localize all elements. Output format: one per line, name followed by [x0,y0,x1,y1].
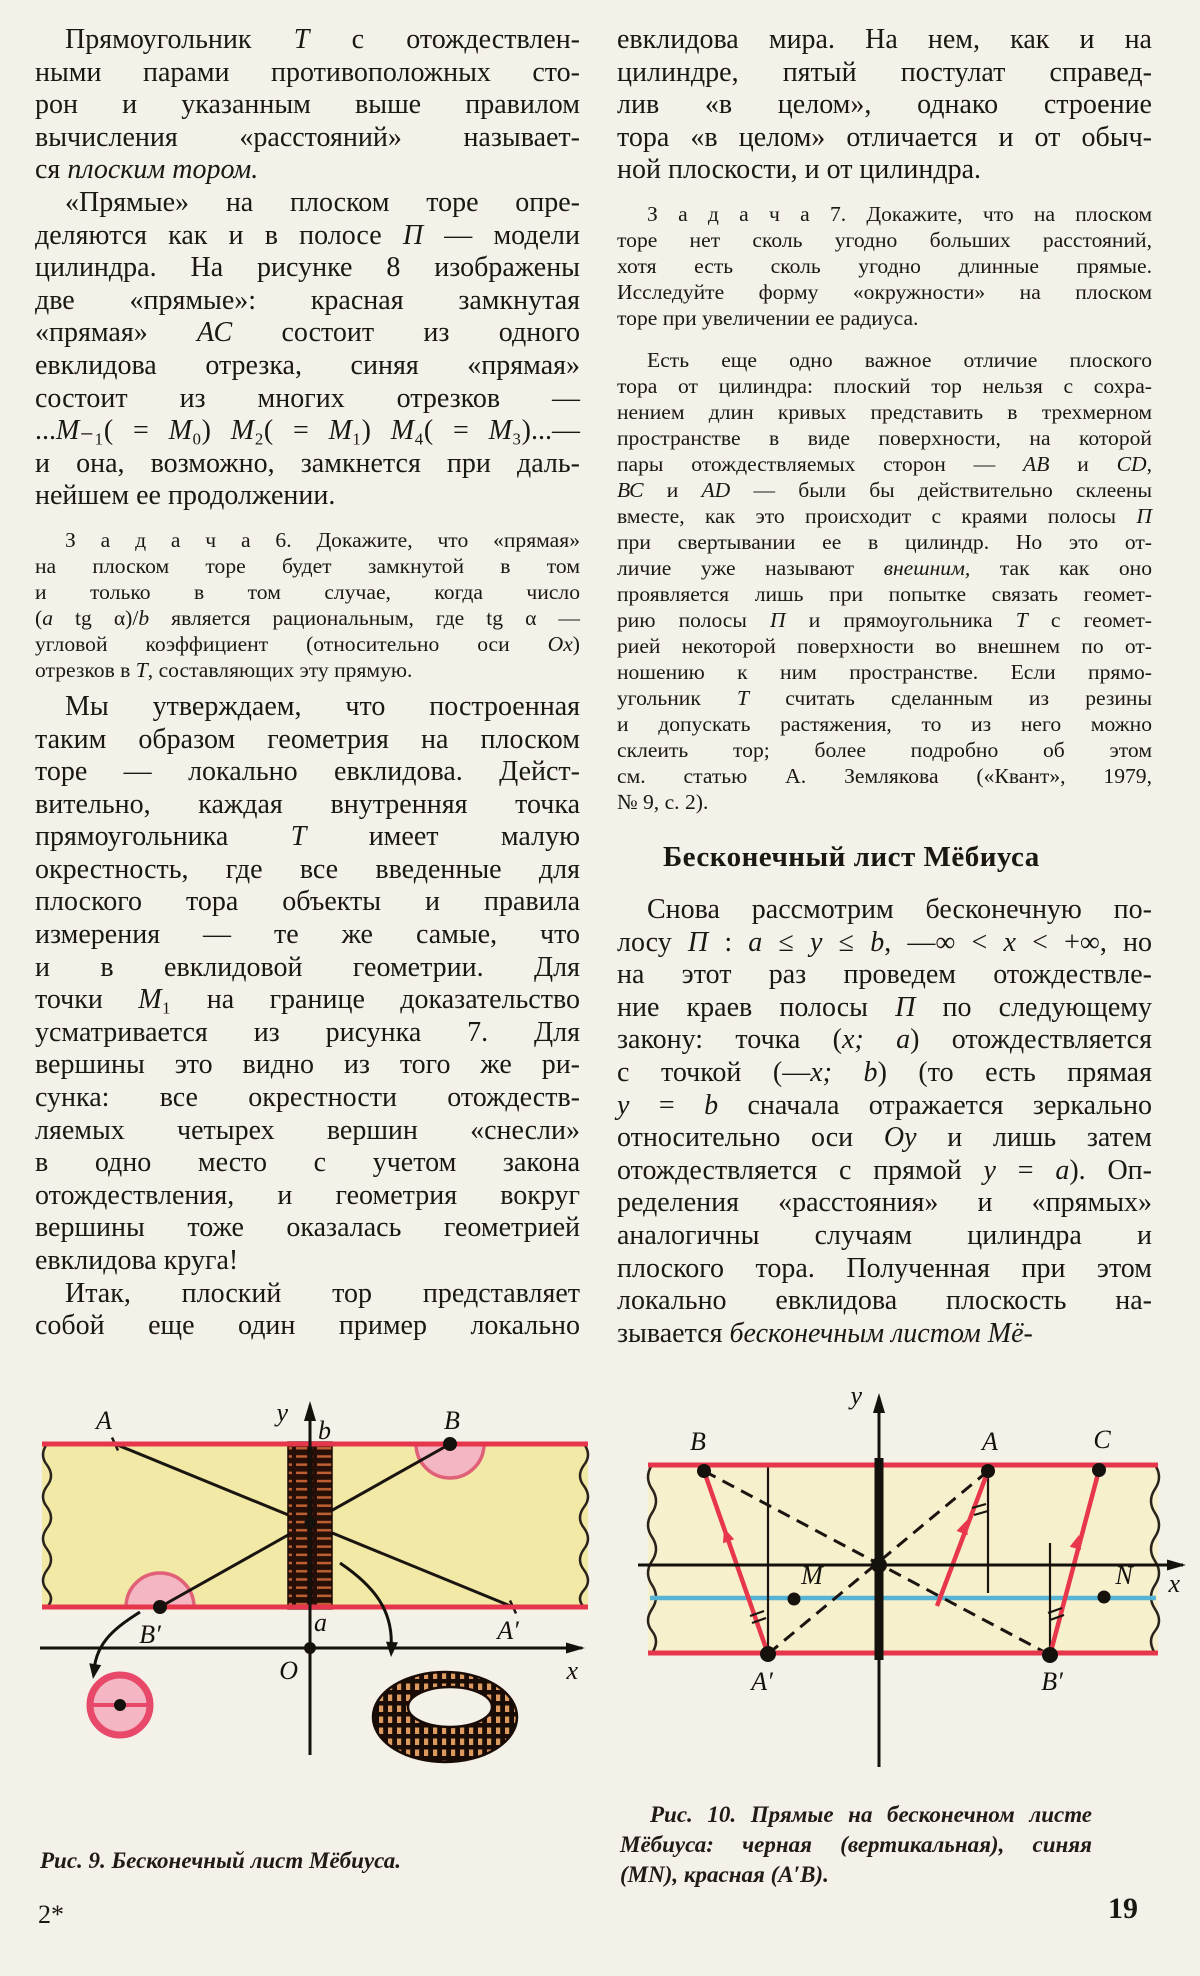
label-A-prime: A′ [497,1616,519,1645]
text-line: Исследуйте форму «окружности» на плоском [617,279,1152,304]
text-line: плоского тора. Полученная при этом [617,1252,1152,1284]
text-line: усматривается из рисунка 7. Для [35,1016,580,1048]
text-line: № 9, с. 2). [617,789,709,814]
text-line: угловой коэффициент (относительно оси Ох) [35,631,580,656]
text-line: ВС и AD — были бы действительно склеены [617,477,1152,502]
text-line: З а д а ч а 7. Докажите, что на плоском [647,201,1152,226]
text-line: точки М₁ на границе доказательство [35,984,580,1016]
text-line: (a tg α)/b является рациональным, где tg α — [35,605,580,630]
label-B-prime: B′ [1041,1667,1063,1696]
figure-10-caption [620,1800,1092,1890]
label-origin: O [279,1656,298,1685]
paragraph-external-difference [617,347,1152,815]
text-line: и она, возможно, замкнется при даль- [35,447,580,479]
circle-cross-section [90,1675,150,1735]
text-line: Прямоугольник Т с отождествлен- [65,24,581,55]
figure-10-lines-on-mobius-sheet [600,1380,1200,1780]
figure-9-infinite-mobius-sheet [0,1395,600,1845]
text-line: ляемых четырех вершин «снесли» [35,1114,580,1146]
label-y: y [850,1381,862,1410]
text-line: хотя есть сколь угодно длинные прямые. [617,253,1152,278]
text-line: нейшем ее продолжении. [35,480,336,512]
text-line: состоит из многих отрезков — [35,382,580,414]
text-line: ние краев полосы П по следующему [617,991,1152,1023]
label-x: x [1168,1569,1180,1598]
text-line: в одно место с учетом закона [35,1147,580,1179]
paragraph-lines-on-torus [35,187,580,513]
text-line: и в евклидовой геометрии. Для [35,951,580,983]
text-line: торе при увеличении ее радиуса. [617,305,919,330]
label-N: N [1115,1561,1133,1590]
text-line: при свертывании ее в цилиндр. Но это от- [617,529,1152,554]
label-M: M [801,1561,823,1590]
label-B-prime: B′ [139,1620,161,1649]
text-line: лив «в целом», однако строение [617,89,1152,121]
text-line: зывается бесконечным листом Мё- [617,1317,1033,1349]
paragraph-mobius-strip [617,894,1152,1350]
text-line: евклидова отрезка, синяя «прямая» [35,349,580,381]
text-line: ношению к ним пространстве. Если прямо- [617,659,1152,684]
text-line: ...М₋₁( = М₀) М₂( = М₁) М₄( = М₃)...— [35,415,580,447]
text-line: отождествления, и геометрия вокруг [35,1179,580,1211]
text-line: на плоском торе будет замкнутой в том [35,553,580,578]
text-line: и только в том случае, когда число [35,579,580,604]
text-line: окрестность, где все введенные для [35,853,580,885]
text-line: см. статью А. Землякова («Квант», 1979, [617,763,1152,788]
label-A: A [982,1427,998,1456]
text-line: сунка: все окрестности отождеств- [35,1082,580,1114]
text-line: отождествляется с прямой у = а). Оп- [617,1154,1152,1186]
text-line: Есть еще одно важное отличие плоского [647,347,1152,372]
figure-9-caption: Рис. 9. Бесконечный лист Мёбиуса. [40,1848,402,1873]
text-line: вместе, как это происходит с краями полосы П [617,503,1152,528]
text-line: Мы утверждаем, что построенная [65,690,580,722]
text-line: нением длин кривых представить в трехмерном [617,399,1152,424]
text-line: пары отождествляемых сторон — АВ и CD, [617,451,1152,476]
mobius-ring [373,1672,517,1762]
text-line: Итак, плоский тор представляет [65,1277,580,1309]
text-line: Снова рассмотрим бесконечную по- [647,893,1152,925]
label-y: y [276,1398,288,1427]
text-line: «прямая» АС состоит из одного [35,317,580,349]
text-line: две «прямые»: красная замкнутая [35,284,580,316]
text-line: вершины тоже оказалась геометрией [35,1212,580,1244]
text-line: рией некоторой поверхности во внешнем по от- [617,633,1152,658]
text-line: проявляется лишь при попытке связать геомет- [617,581,1152,606]
page-number: 19 [1108,1892,1138,1925]
text-line: собой еще один пример локально [35,1310,580,1342]
label-a: a [314,1608,327,1637]
text-line: тора от цилиндра: плоский тор нельзя с сохра- [617,373,1152,398]
text-line: ся плоским тором. [35,154,259,186]
text-line: y = b сначала отражается зеркально [617,1089,1153,1121]
paragraph-flat-torus-def [35,24,580,187]
left-column [35,24,580,1343]
text-line: ной плоскости, и от цилиндра. [617,154,982,186]
text-line: отрезков в Т, составляющих эту прямую. [35,657,413,682]
text-line: таким образом геометрия на плоском [35,723,580,755]
text-line: тора «в целом» отличается и от обыч- [617,121,1152,153]
task-6 [35,527,580,683]
text-line: вершины это видно из того же ри- [35,1049,580,1081]
text-line: деляются как и в полосе П — модели [35,219,581,251]
paragraph-locally-euclidean [35,691,580,1278]
y-axis-arrow [873,1393,885,1413]
text-line: ными парами противоположных сто- [35,56,580,88]
text-line: угольник Т считать сделанным из резины [617,685,1152,710]
text-line: евклидова мира. На нем, как и на [617,24,1152,55]
text-line: З а д а ч а 6. Докажите, что «прямая» [65,527,580,552]
label-B: B [690,1427,706,1456]
text-line: склеить тор; более подробно об этом [617,737,1152,762]
label-x: x [566,1656,578,1685]
text-line: торе нет сколь угодно больших расстояний, [617,227,1152,252]
paragraph-euclidean-world [617,24,1152,187]
text-line: измерения — те же самые, что [35,919,580,951]
text-line: аналогичны случаям цилиндра и [617,1219,1152,1251]
text-line: личие уже называют внешним, так как оно [617,555,1152,580]
text-line: относительно оси Оу и лишь затем [617,1122,1152,1154]
task-7 [617,201,1152,331]
text-line: рию полосы П и прямоугольника Т с геомет- [617,607,1152,632]
strip-band [648,1465,1159,1653]
label-B: B [444,1406,460,1435]
text-line: с точкой (—х; b) (то есть прямая [617,1056,1152,1088]
text-line: (МN), красная (А′В). [620,1862,829,1887]
section-heading-mobius: Бесконечный лист Мёбиуса [663,840,1040,873]
text-line: цилиндра. На рисунке 8 изображены [35,252,580,284]
text-line: плоского тора объекты и правила [35,886,580,918]
text-line: торе — локально евклидова. Дейст- [35,756,580,788]
text-line: Рис. 10. Прямые на бесконечном листе [650,1802,1092,1827]
right-column [617,24,1152,1350]
x-axis-arrow [566,1643,585,1654]
label-C: C [1093,1425,1111,1454]
text-line: локально евклидова плоскость на- [617,1285,1152,1317]
text-line: лосу П : a ≤ y ≤ b, —∞ < x < +∞, но [617,926,1153,958]
text-line: цилиндре, пятый постулат справед- [617,56,1152,88]
signature-mark: 2* [38,1900,64,1929]
text-line: «Прямые» на плоском торе опре- [65,186,580,218]
paragraph-itak [35,1278,580,1343]
text-line: на этот раз проведем отождествле- [617,959,1152,991]
label-b: b [318,1416,331,1445]
text-line: пространстве в виде поверхности, на которой [617,425,1152,450]
text-line: закону: точка (х; а) отождествляется [617,1024,1152,1056]
text-line: вительно, каждая внутренняя точка [35,788,580,820]
text-line: ределения «расстояния» и «прямых» [617,1187,1152,1219]
text-line: Мёбиуса: черная (вертикальная), синяя [620,1832,1092,1857]
text-line: рон и указанным выше правилом [35,89,580,121]
text-line: и допускать растяжения, то из него можно [617,711,1152,736]
label-A: A [96,1406,112,1435]
y-axis-arrow [304,1401,316,1421]
text-line: прямоугольника Т имеет малую [35,821,580,853]
text-line: евклидова круга! [35,1245,239,1276]
label-A-prime: A′ [751,1667,773,1696]
text-line: вычисления «расстояний» называет- [35,121,580,153]
